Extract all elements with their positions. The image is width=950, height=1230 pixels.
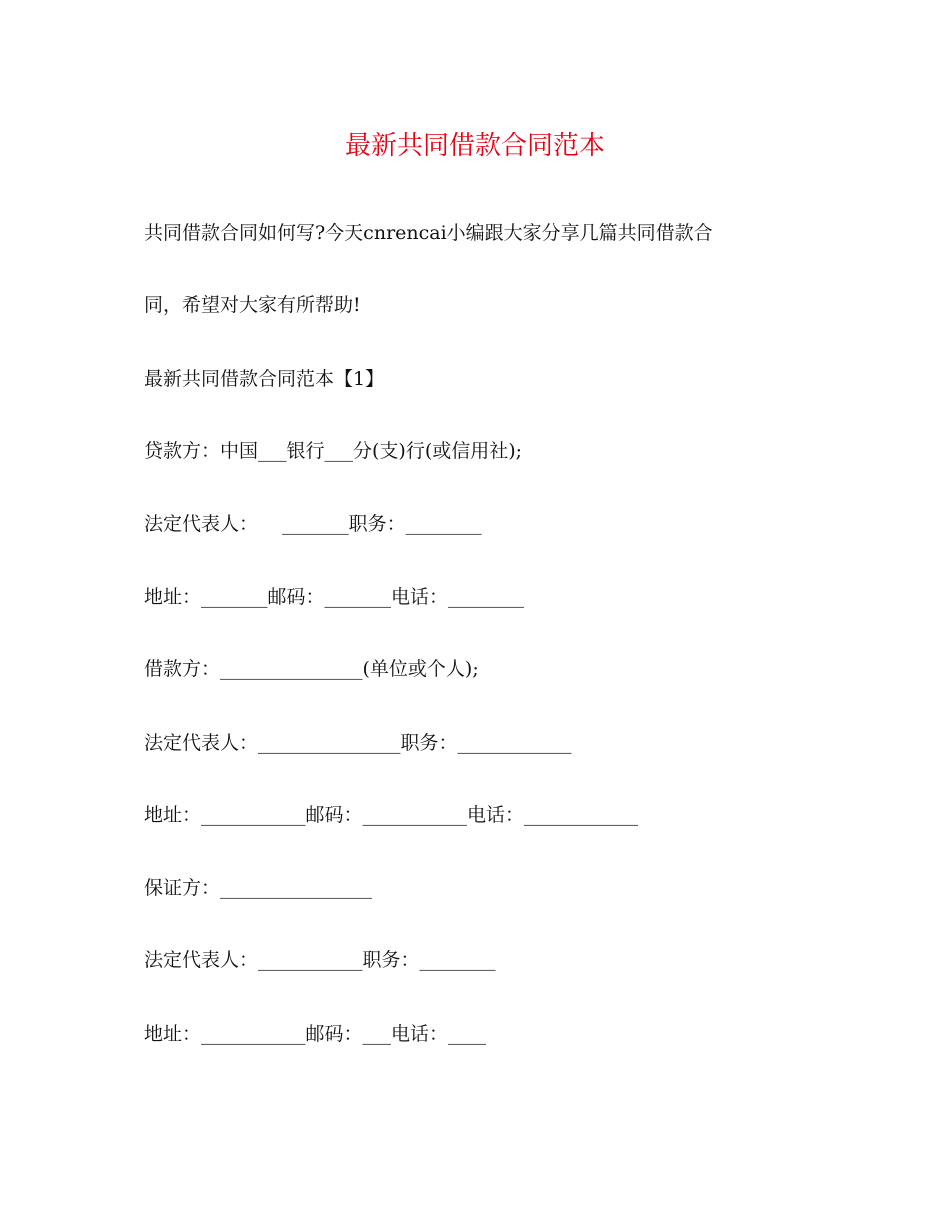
lender-line: 贷款方：中国___银行___分(支)行(或信用社); [144,440,523,462]
lender-address-line: 地址：_______邮码：_______电话：________ [144,586,525,608]
document-title: 最新共同借款合同范本 [344,131,605,161]
guarantor-line: 保证方：________________ [144,877,373,899]
lender-representative-line: 法定代表人： _______职务：________ [144,513,482,535]
section-heading: 最新共同借款合同范本【1】 [144,368,385,390]
borrower-address-line: 地址：___________邮码：___________电话：____________ [144,804,639,826]
borrower-representative-line: 法定代表人：_______________职务：____________ [144,732,572,754]
intro-line-2: 同，希望对大家有所帮助! [144,294,361,316]
borrower-line: 借款方：_______________(单位或个人); [144,658,479,680]
guarantor-representative-line: 法定代表人：___________职务：________ [144,949,496,971]
guarantor-address-line: 地址：___________邮码：___电话：____ [144,1023,487,1045]
intro-line-1: 共同借款合同如何写?今天cnrencai小编跟大家分享几篇共同借款合 [144,222,713,244]
